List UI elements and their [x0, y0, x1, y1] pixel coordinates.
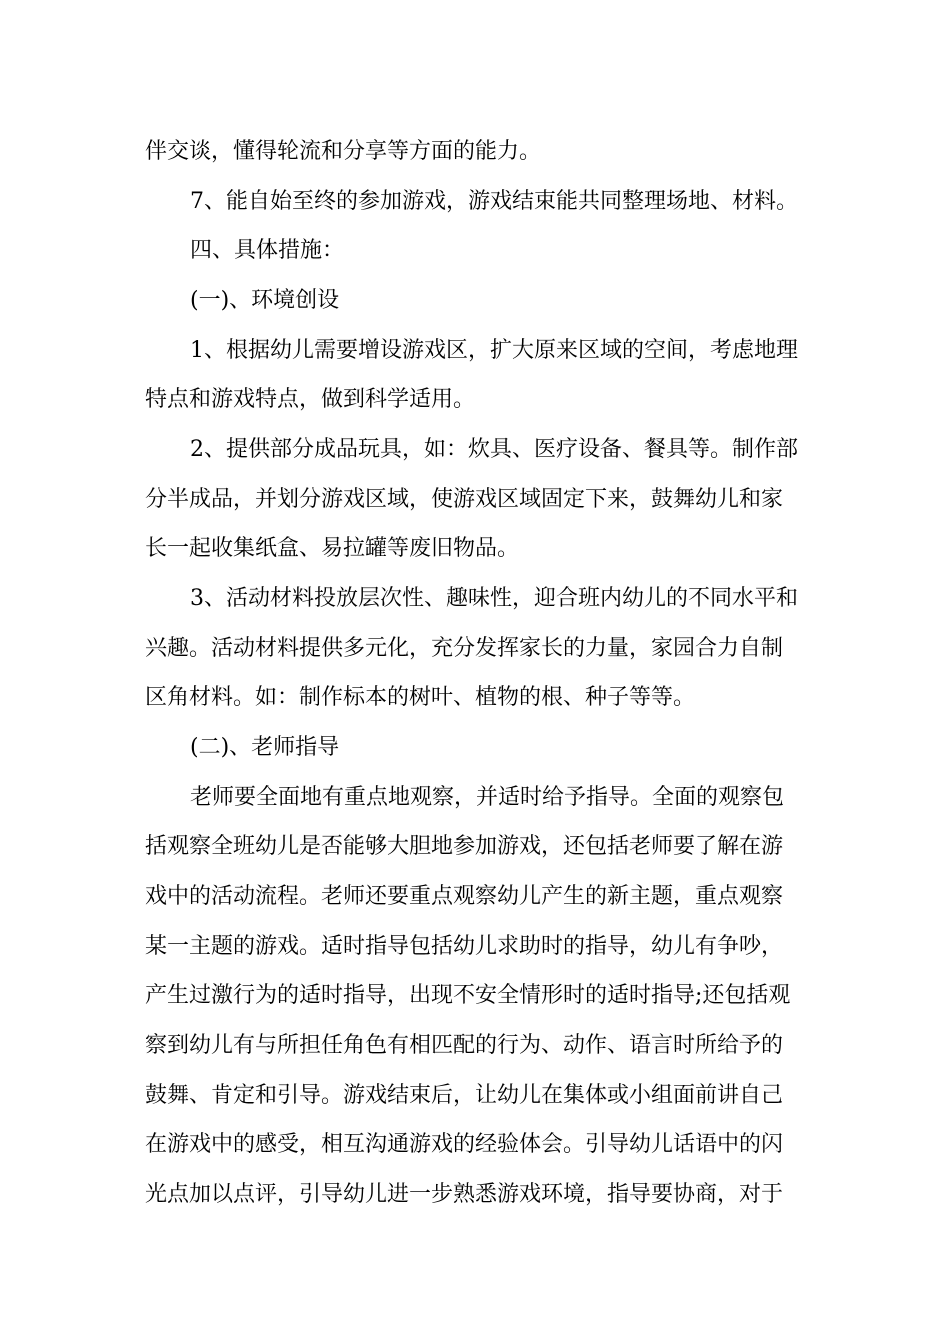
text-line	[0, 529, 950, 569]
text-line	[0, 331, 950, 371]
text-line-content: 察到幼儿有与所担任角色有相匹配的行为、动作、语言时所给予的	[145, 1033, 784, 1058]
subsection-heading	[0, 281, 950, 321]
text-line	[0, 1175, 950, 1215]
subsection-heading-text: (二)、老师指导	[190, 735, 340, 760]
text-line	[0, 1026, 950, 1066]
subsection-heading-text: (一)、环境创设	[190, 288, 340, 313]
text-line-content: 分半成品，并划分游戏区域，使游戏区域固定下来，鼓舞幼儿和家	[145, 487, 784, 512]
section-heading	[0, 231, 950, 271]
text-line	[0, 579, 950, 619]
text-line-content: 戏中的活动流程。老师还要重点观察幼儿产生的新主题，重点观察	[145, 884, 784, 909]
text-line	[0, 827, 950, 867]
text-line-content: 特点和游戏特点，做到科学适用。	[145, 387, 476, 412]
text-line-content: 在游戏中的感受，相互沟通游戏的经验体会。引导幼儿话语中的闪	[145, 1132, 784, 1157]
text-line-content: 鼓舞、肯定和引导。游戏结束后，让幼儿在集体或小组面前讲自己	[145, 1083, 784, 1108]
text-line	[0, 927, 950, 967]
text-line-content: 2、提供部分成品玩具，如：炊具、医疗设备、餐具等。制作部	[190, 437, 798, 462]
text-line	[0, 629, 950, 669]
text-line	[0, 778, 950, 818]
text-line	[0, 678, 950, 718]
text-line-content: 产生过激行为的适时指导，出现不安全情形时的适时指导;还包括观	[145, 983, 791, 1008]
subsection-heading	[0, 728, 950, 768]
text-line-content: 老师要全面地有重点地观察，并适时给予指导。全面的观察包	[190, 785, 785, 810]
text-line	[0, 182, 950, 222]
text-line-content: 某一主题的游戏。适时指导包括幼儿求助时的指导，幼儿有争吵，	[145, 934, 784, 959]
text-line-content: 兴趣。活动材料提供多元化，充分发挥家长的力量，家园合力自制	[145, 636, 784, 661]
text-line-content: 区角材料。如：制作标本的树叶、植物的根、种子等等。	[145, 685, 696, 710]
text-line	[0, 1076, 950, 1116]
text-line	[0, 132, 950, 172]
text-line	[0, 430, 950, 470]
text-line	[0, 976, 950, 1016]
text-line-content: 伴交谈，懂得轮流和分享等方面的能力。	[145, 139, 542, 164]
text-line-content: 长一起收集纸盒、易拉罐等废旧物品。	[145, 536, 520, 561]
text-line-content: 7、能自始至终的参加游戏，游戏结束能共同整理场地、材料。	[190, 189, 798, 214]
text-line	[0, 380, 950, 420]
text-line	[0, 1125, 950, 1165]
text-line	[0, 877, 950, 917]
text-line-content: 光点加以点评，引导幼儿进一步熟悉游戏环境，指导要协商，对于	[145, 1182, 784, 1207]
text-line-content: 1、根据幼儿需要增设游戏区，扩大原来区域的空间，考虑地理	[190, 338, 798, 363]
section-heading-text: 四、具体措施：	[190, 238, 345, 263]
text-line-content: 3、活动材料投放层次性、趣味性，迎合班内幼儿的不同水平和	[190, 586, 798, 611]
text-line	[0, 480, 950, 520]
text-line-content: 括观察全班幼儿是否能够大胆地参加游戏，还包括老师要了解在游	[145, 834, 784, 859]
